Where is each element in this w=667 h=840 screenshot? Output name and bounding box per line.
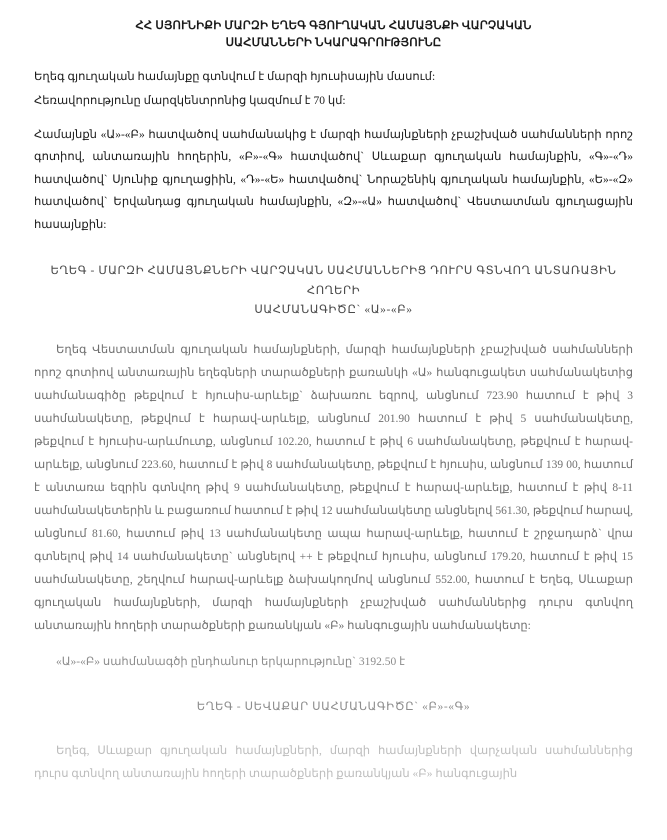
section-2-body: Եղեգ, Սևաքար գյուղական համայնքների, մարզի համայնքների վարչական սահմաններից դուրս գտնվող անտառային հողերի տարածքների քառանկյան «Բ» հանգուցային [34, 744, 633, 780]
section-1-body: Եղեգ Վեստատման գյուղական համայնքների, մարզի համայնքների չբաշխված սահմանների որոշ գոտիով անտառային եղեգների տարածքների քառանկի «Ա» հանգուցակետ սահմանակետից սահմանագիծը թեքվում է հյուսիս-արևելք` ձախառու եզրով, անցնում 723.90 հատում է թիվ 3 սահմանակետը, թեքվում է հարավ-արևելք, անցնում 201.90 հատում է թիվ 5 սահմանակետը, թեքվում է հյուսիս-արևմուտք, անցնում 102.20, հատում է թիվ 6 սահմանակետը, թեքվում է հարավ-արևելք, անցնում 223.60, հատում է թիվ 8 սահմանակետը, թեքվում է հյուսիս, անցնում 139 00, հատում է անտառա եզրին գտնվող թիվ 9 սահմանակետը, թեքվում է հարավ-արևելք, հատում է թիվ 8-11 սահմանակետերին և բացառում հատում է թիվ 12 սահմանակետը անցնելով 561.30, թեքվում հարավ, անցնում 81.60, հատում թիվ 13 սահմանակետը ապա հարավ-արևելք, հատում է շրջադարձ` վրա գտնելով թիվ 14 սահմանակետը` անցնելով ++ է թեքվում հյուսիս, անցնում 179.20, հատում է թիվ 15 սահմանակետը, շեղվում հարավ-արևելք ձախակողմով անցնում 552.00, հատում է Եղեգ, Սևաքար գյուղական համայնքների, մարզի համայնքների չբաշխված սահմաններից դուրս գտնվող անտառային հողերի տարածքների քառանկյան «Բ» հանգուցային սահմանակետը: [34, 343, 633, 632]
intro-block [34, 67, 633, 112]
section-heading-2-line-1: ԵՂԵԳ - ՍԵՎԱՔԱՐ ՍԱՀՄԱՆԱԳԻԾԸ` «Բ»-«Գ» [196, 701, 471, 714]
document-title-line-1: ՀՀ ՍՅՈՒՆԻՔԻ ՄԱՐԶԻ ԵՂԵԳ ԳՅՈՒՂԱԿԱՆ ՀԱՄԱՅՆՔԻ ՎԱՐՉԱԿԱՆ [135, 20, 532, 32]
section-1-total-length: «Ա»-«Բ» սահմանագծի ընդհանուր երկարությունը` 3192.50 է [56, 655, 406, 668]
section-heading-2 [30, 698, 637, 718]
section-heading-1 [30, 262, 637, 321]
section-heading-1-line-1: ԵՂԵԳ - ՄԱՐԶԻ ՀԱՄԱՅՆՔՆԵՐԻ ՎԱՐՉԱԿԱՆ ՍԱՀՄԱՆՆԵՐԻՑ ԴՈՒՐՍ ԳՏՆՎՈՂ ԱՆՏԱՌԱՅԻՆ ՀՈՂԵՐԻ [50, 264, 617, 297]
document-page [0, 18, 667, 840]
intro-paragraph-1: Եղեգ գյուղական համայնքը գտնվում է մարզի հյուսիսային մասում: [34, 71, 436, 84]
document-title-line-2: ՍԱՀՄԱՆՆԵՐԻ ՆԿԱՐԱԳՐՈՒԹՅՈՒՆԸ [225, 36, 442, 49]
boundary-description: Համայնքն «Ա»-«Բ» հատվածով սահմանակից է մարզի համայնքների չբաշխված սահմանների որոշ գոտիով, անտառային հողերին, «Բ»-«Գ» հատվածով` Սևաքար գյուղական համայնքին, «Գ»-«Դ» հատվածով` Սյունիք գյուղացիին, «Դ»-«Ե» հատվածով` Նորաշենիկ գյուղական համայնքին, «Ե»-«Զ» հատվածով` Երվանդաց գյուղական համայնքին, «Զ»-«Ա» հատվածով` Վեստատման գյուղացային հասայնքին: [34, 128, 633, 231]
intro-paragraph-2: Հեռավորությունը մարզկենտրոնից կազմում է 70 կմ: [34, 94, 346, 107]
section-heading-1-line-2: ՍԱՀՄԱՆԱԳԻԾԸ` «Ա»-«Բ» [254, 304, 413, 317]
document-title [52, 18, 615, 51]
